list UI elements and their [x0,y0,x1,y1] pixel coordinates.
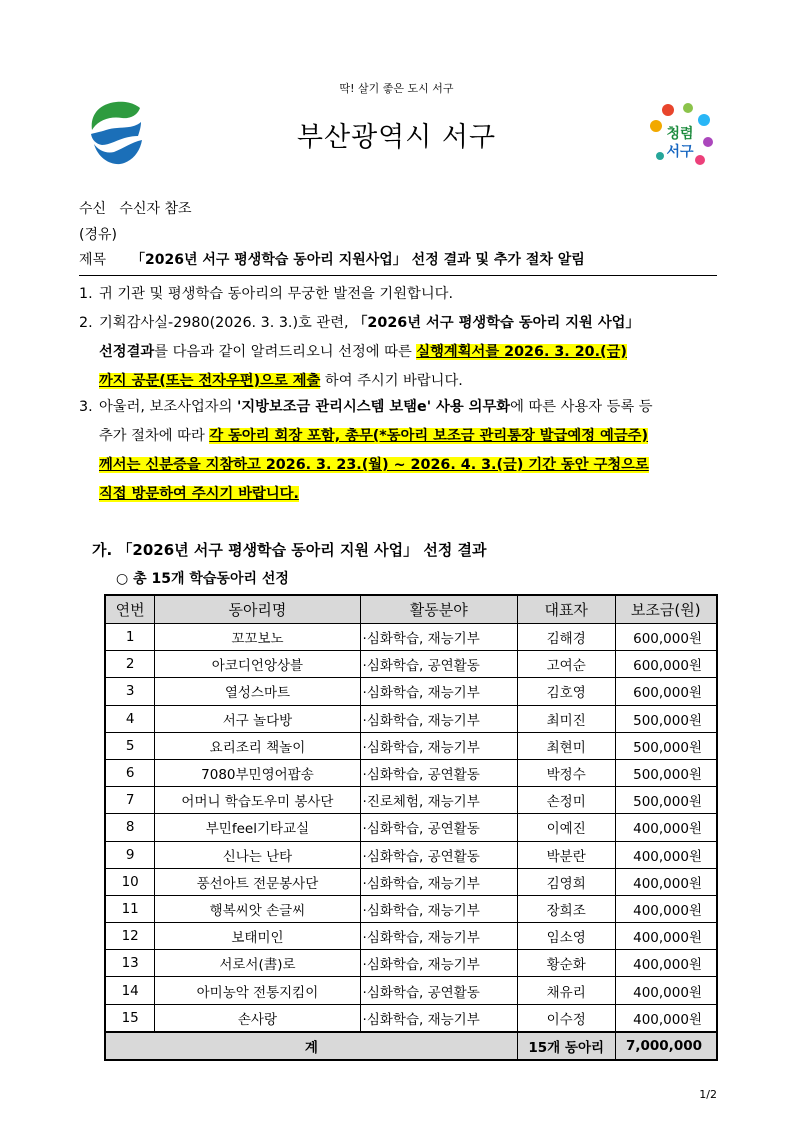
p3-highlight-f: 께서는 신분증을 지참하고 2026. 3. 23.(월) ~ 2026. 4. 3.(금) 기간 동안 구청으로 [99,457,649,473]
cell-representative: 손정미 [517,787,615,814]
page-number: 1/2 [699,1088,717,1101]
cell-field: ·심화학습, 재능기부 [360,705,517,732]
table-row [105,705,717,732]
cell-seq: 5 [105,732,155,759]
section-subtitle: ○ 총 15개 학습동아리 선정 [116,571,289,587]
p3-text-a: 아울러, 보조사업자의 [99,399,237,415]
cell-subsidy: 400,000원 [615,868,717,895]
p1-text: 귀 기관 및 평생학습 동아리의 무궁한 발전을 기원합니다. [99,286,454,302]
header-subsidy: 보조금(원) [615,595,717,624]
cell-representative: 임소영 [517,923,615,950]
cell-subsidy: 600,000원 [615,651,717,678]
paragraph-2 [79,309,719,396]
cell-subsidy: 400,000원 [615,814,717,841]
p3-highlight-g: 직접 방문하여 주시기 바랍니다. [99,486,299,502]
subject-label: 제목 [79,252,107,268]
cell-subsidy: 500,000원 [615,787,717,814]
cell-field: ·심화학습, 재능기부 [360,1004,517,1032]
subject-value: 「2026년 서구 평생학습 동아리 지원사업」 선정 결과 및 추가 절차 알림 [131,252,585,268]
subject-line [79,249,717,276]
cell-representative: 박분란 [517,841,615,868]
p3-text-d: 추가 절차에 따라 [99,428,210,444]
p2-text-g: 하여 주시기 바랍니다. [320,373,463,389]
cell-subsidy: 400,000원 [615,841,717,868]
cell-club-name: 어머니 학습도우미 봉사단 [155,787,360,814]
right-logo-text-1: 청렴 [666,126,694,142]
cell-representative: 장희조 [517,895,615,922]
cell-representative: 최현미 [517,732,615,759]
cell-seq: 9 [105,841,155,868]
cell-club-name: 보태미인 [155,923,360,950]
cell-subsidy: 400,000원 [615,1004,717,1032]
table-header-row [105,595,717,624]
recipient-line [79,198,192,218]
cell-seq: 13 [105,950,155,977]
cell-seq: 7 [105,787,155,814]
table-row [105,868,717,895]
integrity-seogu-logo-icon [640,98,716,174]
cell-seq: 12 [105,923,155,950]
total-label: 계 [105,1032,517,1060]
club-table [104,594,718,1061]
cell-seq: 15 [105,1004,155,1032]
cell-subsidy: 400,000원 [615,950,717,977]
cell-subsidy: 500,000원 [615,759,717,786]
table-row [105,977,717,1004]
cell-representative: 최미진 [517,705,615,732]
p2-submission-highlight: 까지 공문(또는 전자우편)으로 제출 [99,373,321,389]
table-row [105,841,717,868]
cell-club-name: 아코디언앙상블 [155,651,360,678]
cell-representative: 이수정 [517,1004,615,1032]
cell-field: ·심화학습, 공연활동 [360,977,517,1004]
cell-club-name: 손사랑 [155,1004,360,1032]
cell-club-name: 요리조리 책놀이 [155,732,360,759]
table-row [105,624,717,651]
via-line: (경유) [79,227,117,243]
paragraph-1 [79,280,719,309]
table-total-row [105,1032,717,1060]
p2-number: 2. [79,315,93,331]
cell-representative: 이예진 [517,814,615,841]
header-club-name: 동아리명 [155,595,360,624]
paragraph-3 [79,393,719,509]
p3-system-name: '지방보조금 관리시스템 보탬e' 사용 의무화 [236,399,511,415]
total-count: 15개 동아리 [517,1032,615,1060]
cell-club-name: 풍선아트 전문봉사단 [155,868,360,895]
recipient-label: 수신 [79,201,107,217]
cell-club-name: 7080부민영어팝송 [155,759,360,786]
table-row [105,1004,717,1032]
p3-text-c: 에 따른 사용자 등록 등 [510,399,653,415]
recipient-value: 수신자 참조 [119,201,192,217]
table-row [105,651,717,678]
cell-seq: 11 [105,895,155,922]
cell-subsidy: 400,000원 [615,923,717,950]
table-row [105,732,717,759]
cell-representative: 김해경 [517,624,615,651]
header-field: 활동분야 [360,595,517,624]
header-seq: 연번 [105,595,155,624]
cell-club-name: 아미농악 전통지킴이 [155,977,360,1004]
table-row [105,923,717,950]
cell-subsidy: 500,000원 [615,705,717,732]
table-row [105,895,717,922]
cell-field: ·심화학습, 재능기부 [360,895,517,922]
cell-club-name: 서구 놀다방 [155,705,360,732]
cell-subsidy: 600,000원 [615,624,717,651]
table-row [105,787,717,814]
cell-seq: 10 [105,868,155,895]
p2-deadline-highlight: 실행계획서를 2026. 3. 20.(금) [416,344,627,360]
cell-field: ·진로체험, 재능기부 [360,787,517,814]
cell-field: ·심화학습, 공연활동 [360,814,517,841]
p2-text-d: 를 다음과 같이 알려드리오니 선정에 따른 [154,344,417,360]
cell-field: ·심화학습, 공연활동 [360,651,517,678]
cell-representative: 박정수 [517,759,615,786]
cell-seq: 14 [105,977,155,1004]
table-row [105,814,717,841]
p2-project-name: 「2026년 서구 평생학습 동아리 지원 사업」 [353,315,640,331]
cell-club-name: 행복씨앗 손글씨 [155,895,360,922]
cell-representative: 채유리 [517,977,615,1004]
section-title: 가. 「2026년 서구 평생학습 동아리 지원 사업」 선정 결과 [92,541,487,559]
cell-club-name: 열성스마트 [155,678,360,705]
total-amount: 7,000,000 [615,1032,717,1060]
cell-subsidy: 400,000원 [615,895,717,922]
cell-field: ·심화학습, 공연활동 [360,841,517,868]
p2-selection-result: 선정결과 [99,344,155,360]
p3-highlight-e: 각 동아리 회장 포함, 총무(*동아리 보조금 관리통장 발급예정 예금주) [209,428,648,444]
cell-club-name: 서로서(書)로 [155,950,360,977]
cell-subsidy: 400,000원 [615,977,717,1004]
header-representative: 대표자 [517,595,615,624]
cell-field: ·심화학습, 공연활동 [360,759,517,786]
table-row [105,759,717,786]
cell-representative: 김호영 [517,678,615,705]
slogan: 딱! 살기 좋은 도시 서구 [339,82,454,95]
p2-text-a: 기획감사실-2980(2026. 3. 3.)호 관련, [99,315,354,331]
p3-number: 3. [79,399,93,415]
table-row [105,950,717,977]
cell-field: ·심화학습, 재능기부 [360,678,517,705]
cell-field: ·심화학습, 재능기부 [360,732,517,759]
cell-seq: 8 [105,814,155,841]
table-row [105,678,717,705]
cell-field: ·심화학습, 재능기부 [360,624,517,651]
cell-representative: 황순화 [517,950,615,977]
cell-representative: 고여순 [517,651,615,678]
cell-club-name: 부민feel기타교실 [155,814,360,841]
cell-field: ·심화학습, 재능기부 [360,923,517,950]
cell-field: ·심화학습, 재능기부 [360,868,517,895]
cell-seq: 3 [105,678,155,705]
cell-seq: 1 [105,624,155,651]
p1-number: 1. [79,286,93,302]
cell-subsidy: 500,000원 [615,732,717,759]
cell-club-name: 꼬꼬보노 [155,624,360,651]
cell-field: ·심화학습, 재능기부 [360,950,517,977]
cell-club-name: 신나는 난타 [155,841,360,868]
right-logo-text-2: 서구 [666,144,694,160]
cell-subsidy: 600,000원 [615,678,717,705]
organization-name: 부산광역시 서구 [296,122,497,153]
cell-representative: 김영희 [517,868,615,895]
cell-seq: 4 [105,705,155,732]
cell-seq: 6 [105,759,155,786]
cell-seq: 2 [105,651,155,678]
